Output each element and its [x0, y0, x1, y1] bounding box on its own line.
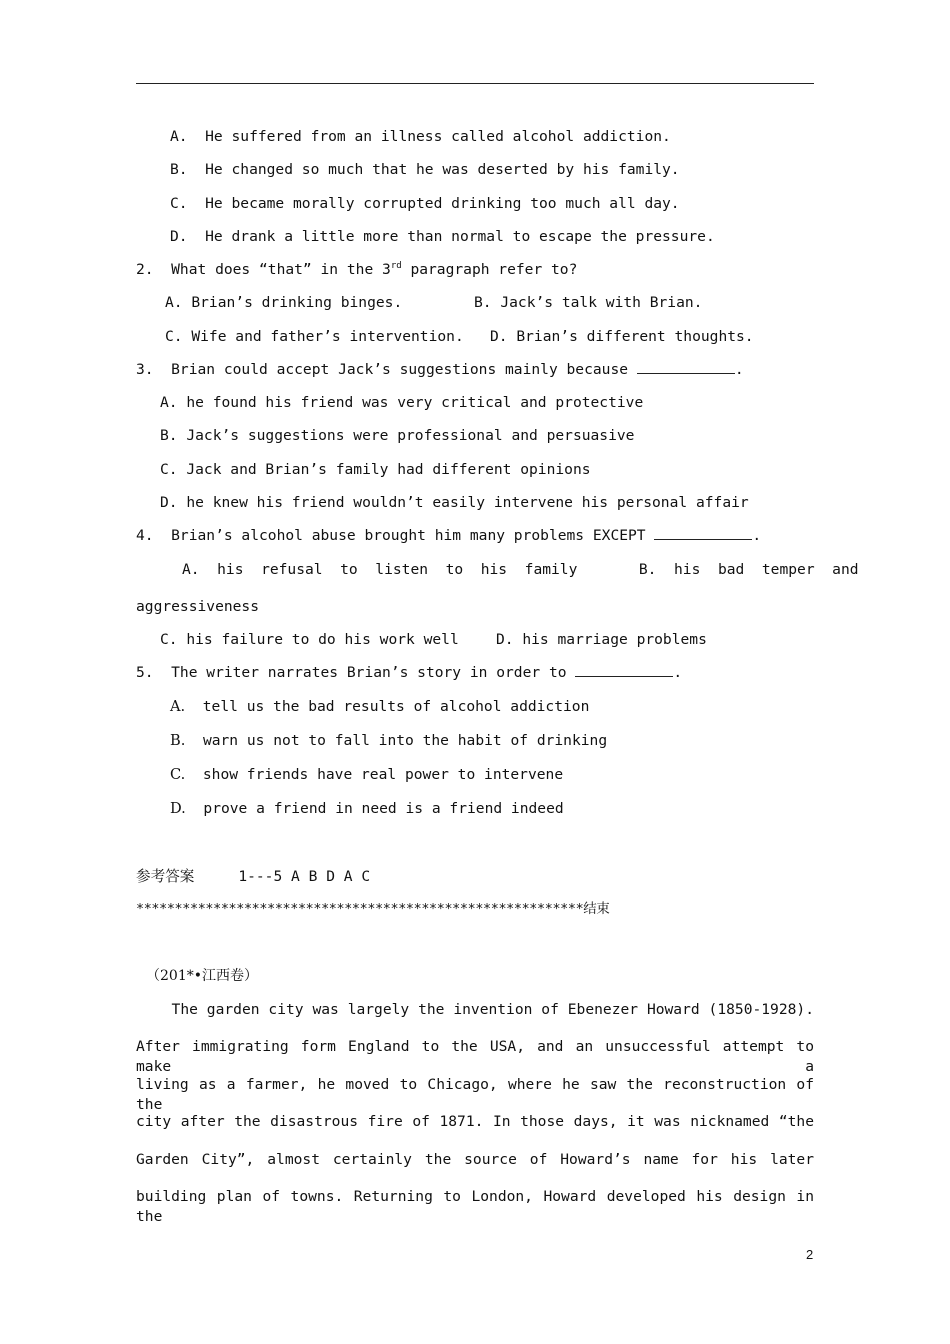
q2-option-b: B. Jack’s talk with Brian. — [474, 294, 703, 311]
passage-line-3: living as a farmer, he moved to Chicago, where he saw the reconstruction of the — [136, 1076, 814, 1113]
end-marker: **********************************************************结束 — [136, 902, 610, 917]
answer-key — [136, 867, 370, 887]
passage-source: （201*•江西卷） — [146, 968, 258, 984]
q4-option-d: D. his marriage problems — [496, 631, 707, 648]
q5-stem: 5. The writer narrates Brian’s story in order to . — [136, 664, 683, 681]
passage-line-2: After immigrating form England to the USA, and an unsuccessful attempt to make a — [136, 1038, 814, 1075]
q2-option-d: D. Brian’s different thoughts. — [490, 328, 754, 345]
q5-option-d: D. prove a friend in need is a friend indeed — [170, 800, 564, 817]
answer-blank — [637, 360, 735, 374]
q2-option-a: A. Brian’s drinking binges. — [165, 294, 403, 311]
q5-option-a: A. tell us the bad results of alcohol addiction — [170, 698, 590, 715]
q5-option-b: B. warn us not to fall into the habit of drinking — [170, 732, 608, 749]
header-rule — [136, 83, 814, 84]
q4-option-c: C. his failure to do his work well — [160, 631, 459, 648]
q4-stem: 4. Brian’s alcohol abuse brought him many problems EXCEPT . — [136, 527, 762, 544]
answer-key-label: 参考答案 — [136, 868, 195, 885]
q3-option-c: C. Jack and Brian’s family had different opinions — [160, 461, 591, 478]
q1-option-d: D. He drank a little more than normal to escape the pressure. — [170, 228, 715, 245]
passage-line-6: building plan of towns. Returning to London, Howard developed his design in the — [136, 1188, 814, 1225]
answer-blank — [654, 526, 752, 540]
q1-option-b: B. He changed so much that he was deserted by his family. — [170, 161, 680, 178]
q1-option-a: A. He suffered from an illness called alcohol addiction. — [170, 128, 671, 145]
q5-option-c: C. show friends have real power to intervene — [170, 766, 564, 783]
q3-stem: 3. Brian could accept Jack’s suggestions mainly because . — [136, 361, 744, 378]
q4-option-a-b: A. his refusal to listen to his family B. his bad temper and — [182, 561, 859, 578]
answer-blank — [575, 663, 673, 677]
passage-line-5: Garden City”, almost certainly the source of Howard’s name for his later — [136, 1151, 814, 1168]
passage-line-1: The garden city was largely the invention of Ebenezer Howard (1850-1928). — [136, 1001, 814, 1018]
page-number: 2 — [806, 1247, 814, 1262]
q3-option-a: A. he found his friend was very critical and protective — [160, 394, 644, 411]
q2-stem: 2. What does “that” in the 3rd paragraph refer to? — [136, 261, 578, 278]
q3-option-b: B. Jack’s suggestions were professional and persuasive — [160, 427, 635, 444]
answer-key-value: 1---5 A B D A C — [238, 868, 371, 885]
q4-option-b-cont: aggressiveness — [136, 598, 260, 615]
q2-option-c: C. Wife and father’s intervention. — [165, 328, 464, 345]
q3-option-d: D. he knew his friend wouldn’t easily intervene his personal affair — [160, 494, 749, 511]
passage-line-4: city after the disastrous fire of 1871. In those days, it was nicknamed “the — [136, 1113, 814, 1130]
q1-option-c: C. He became morally corrupted drinking too much all day. — [170, 195, 680, 212]
